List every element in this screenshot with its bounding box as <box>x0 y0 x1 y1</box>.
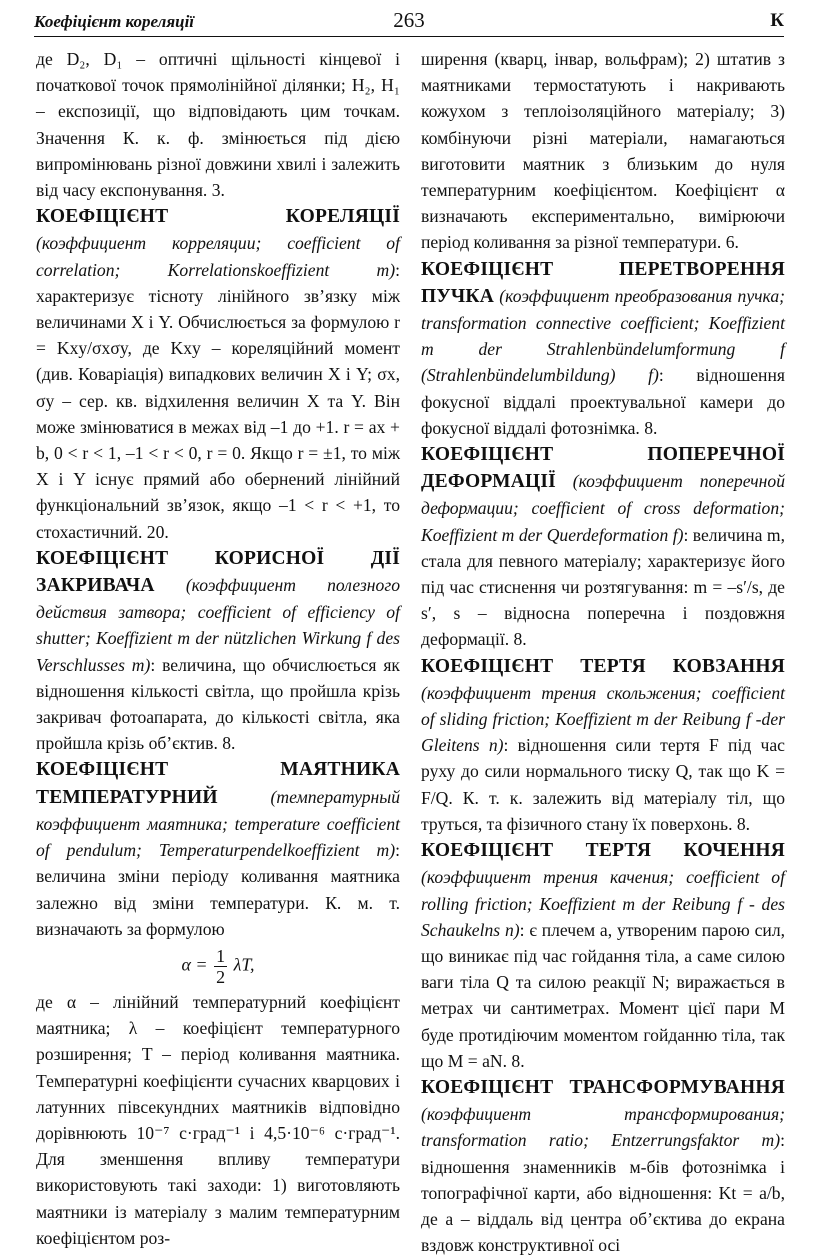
right-column <box>421 46 785 1256</box>
formula-explanation: де α – лінійний температурний коефіцієнт маятника; λ – коефіцієнт температурного розширення; T – період коливання маятника. Температурні коефіцієнти сучасних кварцових і латунних півсекундних маятників відповідно дорівнюють 10⁻⁷ с·град⁻¹ і 4,5·10⁻⁶ с·град⁻¹. Для зменшення впливу температури використовують такі заходи: 1) виготовляють маятники із матеріалу з малим температурним коефіцієнтом роз- <box>36 991 400 1248</box>
running-header <box>34 6 784 37</box>
entry-headword: КОЕФІЦІЄНТ ТРАНСФОРМУВАННЯ <box>421 1076 785 1098</box>
entry-beam-transformation-coefficient <box>421 256 785 441</box>
entry-translations: (коэффициент корреляции; coefficient of correlation; Korrelationskoeffizient m) <box>36 233 400 280</box>
entry-pendulum-temperature-coefficient <box>36 756 400 941</box>
entry-rolling-friction-coefficient <box>421 837 785 1074</box>
entry-sliding-friction-coefficient <box>421 653 785 837</box>
entry-translations: (коэффициент трения скольжения; coefficient of sliding friction; Koeffizient m der Reibung f -der Gleitens n) <box>421 682 785 756</box>
entry-translations: (коэффициент поперечной деформации; coefficient of cross deformation; Koeffizient m der Querdeformation f) <box>421 471 785 545</box>
entry-headword: КОЕФІЦІЄНТ ТЕРТЯ КОЧЕННЯ <box>421 840 785 862</box>
entry-headword: КОЕФІЦІЄНТ МАЯТНИКА ТЕМПЕРАТУРНИЙ <box>36 759 400 808</box>
entry-translations: (температурный коэффициент маятника; temperature coefficient of pendulum; Temperaturpendelkoeffizient m) <box>36 786 400 861</box>
formula-numerator: 1 <box>216 945 226 966</box>
continued-paragraph: де D₂, D₁ – оптичні щільності кінцевої і початкової точок прямолінійної ділянки; H₂, H₁ – експозиції, що відповідають цим точкам. Значення К. к. ф. змінюється під дією випромінювань різної довжини хвилі і залежить від часу експонування. 3. <box>36 49 400 201</box>
entry-correlation-coefficient <box>36 203 400 545</box>
page-number: 263 <box>393 8 425 32</box>
entry-translations: (коэффициент трансформирования; transformation ratio; Entzerrungsfaktor m) <box>421 1104 785 1151</box>
entry-definition: : є плечем a, утвореним парою сил, що виникає під час гойдання тіла, а саме силою ваги тіла Q та силою реакції N; виражається в метрах чи сантиметрах. Момент цієї пари M буде протидіючим моментом гойданню тіла, так що M = aN. 8. <box>421 919 785 1071</box>
entry-headword: КОЕФІЦІЄНТ КОРЕЛЯЦІЇ <box>36 206 400 228</box>
entry-cross-deformation-coefficient <box>421 441 785 653</box>
entry-headword: КОЕФІЦІЄНТ ПЕРЕТВОРЕННЯ ПУЧКА <box>421 258 785 307</box>
entry-headword: КОЕФІЦІЄНТ ТЕРТЯ КОВЗАННЯ <box>421 655 785 677</box>
entry-translations: (коэффициент трения качения; coefficient of rolling friction; Koeffizient m der Reibung f - des Schaukelns n) <box>421 867 785 940</box>
left-column <box>36 46 400 1248</box>
entry-translations: (коэффициент полезного действия затвора; coefficient of efficiency of shutter; Koeffizient m der nützlichen Wirkung f des Verschlusses m) <box>36 575 400 675</box>
entry-definition: : відношення знаменників м-бів фотознімка і топографічної карти, або відношення: Kt = a/b, де a – віддаль від центра об’єктива до екрана вздовж конструктивної осі <box>421 1130 785 1256</box>
header-letter: К <box>770 10 784 31</box>
entry-definition: : величина зміни періоду коливання маятника залежно від зміни температури. К. м. т. визначають за формулою <box>36 840 400 939</box>
formula-lhs: α = <box>181 954 208 975</box>
entry-translations: (коэффициент преобразования пучка; transformation connective coefficient; Koeffizient m der Strahlenbündelumformung f (Strahlenbündelumbildung) f) <box>421 285 785 386</box>
formula-fraction <box>214 946 227 987</box>
entry-transformation-coefficient <box>421 1074 785 1258</box>
entry-definition: : відношення сили тертя F під час руху до сили нормального тиску Q, так що K = F/Q. К. т. к. залежить від матеріалу тіл, що труться, та фізичного стану їх поверхонь. 8. <box>421 735 785 834</box>
entry-headword: КОЕФІЦІЄНТ ПОПЕРЕЧНОЇ ДЕФОРМАЦІЇ <box>421 444 785 493</box>
formula-denominator: 2 <box>216 966 226 987</box>
formula-rhs: λT, <box>233 954 255 975</box>
pendulum-formula <box>36 946 400 987</box>
entry-definition: : характеризує тісноту лінійного зв’язку між величинами X і Y. Обчислюється за формулою r = Kxy/σxσy, де Kxy – кореляційний момент (див. Коваріація) випадкових величин X і Y; σx, σy – сер. кв. відхилення величин X та Y. Він може змінюватися в межах від –1 до +1. r = ax + b, 0 < r < 1, –1 < r < 0, r = 0. Якщо r = ±1, то між X і Y існує прямий або обернений лінійний функціональний зв’язок, якщо –1 < r < +1, то стохастичний. 20. <box>36 259 400 542</box>
entry-definition: : величина, що обчислюється як відношення кількості світла, що пройшла крізь закривач фотоапарата, до кількості світла, яка пройшла крізь об’єктив. 8. <box>36 654 400 754</box>
entry-headword: КОЕФІЦІЄНТ КОРИСНОЇ ДІЇ ЗАКРИВАЧА <box>36 547 400 597</box>
entry-definition: : відношення фокусної віддалі проектувальної камери до фокусної віддалі фотознімка. 8. <box>421 365 785 438</box>
header-section-title: Коефіцієнт кореляції <box>34 12 195 31</box>
continued-paragraph: ширення (кварц, інвар, вольфрам); 2) штатив з маятниками термостатують і накривають кожухом з теплоізоляційного матеріалу; 3) комбінуючи різні матеріали, намагаються виготовити маятник з близьким до нуля температурним коефіцієнтом. Коефіцієнт α визначають експериментально, вимірюючи період коливання за різної температури. 6. <box>421 49 785 253</box>
entry-definition: : величина m, стала для певного матеріалу; характеризує його під час стиснення чи розтягування: m = –s′/s, де s′, s – відносна поперечна і поздовжня деформації. 8. <box>421 524 785 650</box>
entry-shutter-efficiency <box>36 545 400 757</box>
